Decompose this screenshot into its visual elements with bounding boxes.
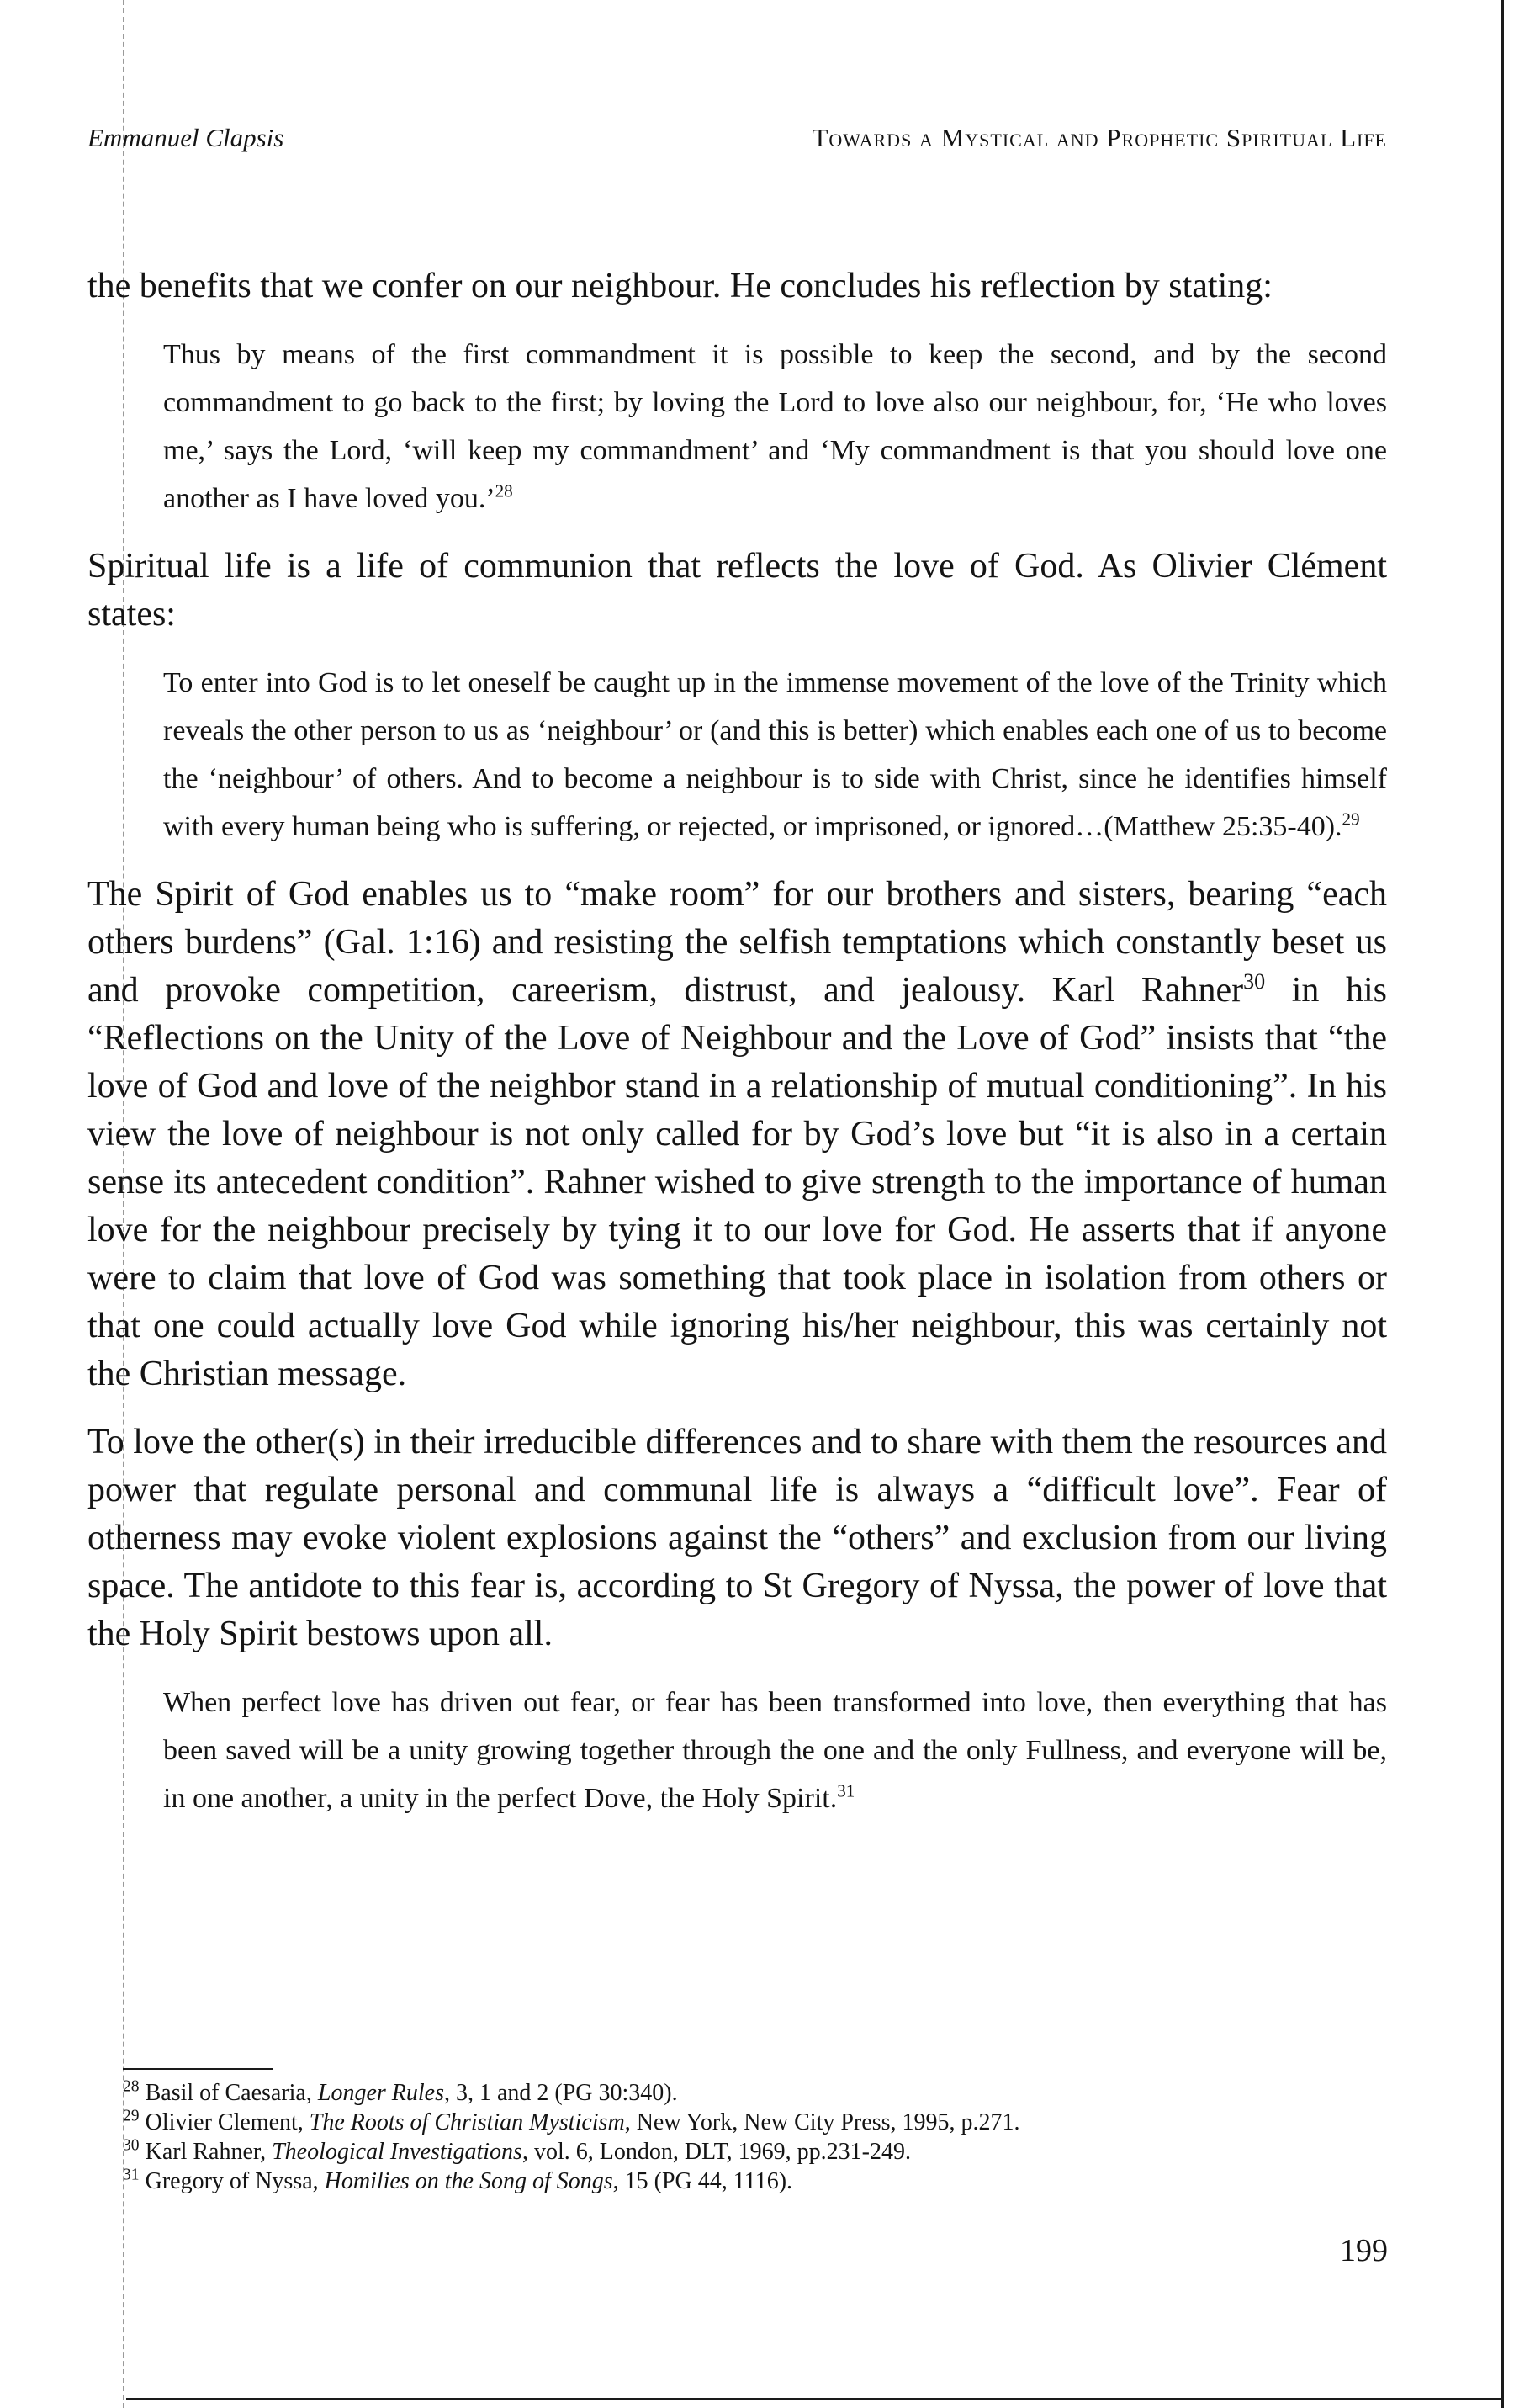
block-quote-2 [163,659,1387,851]
footnote-29 [123,2108,1384,2137]
footnote-ref-31: 31 [837,1780,855,1801]
footnote-ref-30: 30 [1243,969,1266,994]
page-edge-bottom [126,2398,1504,2400]
footnote-ref-29: 29 [1342,809,1360,830]
block-quote-1 [163,331,1387,522]
footnote-number: 29 [123,2107,140,2125]
footnote-title: Theological Investigations [272,2139,522,2165]
footnote-text: , vol. 6, London, DLT, 1969, pp.231-249. [521,2139,911,2165]
footnote-30 [123,2137,1384,2167]
footnote-text: Karl Rahner, [145,2139,273,2165]
header-author: Emmanuel Clapsis [87,123,284,152]
footnote-28 [123,2078,1384,2108]
page-edge-right [1501,0,1504,2408]
paragraph-3-part-2: in his “Reflections on the Unity of the Love of Neighbour and the Love of God” insists that “the love of God and love of the neighbor stand in a relationship of mutual conditioning”. In his view the love of neighbour is not only called for by God’s love but “it is also in a certain sense its antecedent condition”. Rahner wished to give strength to the importance of human love for the neighbour precisely by tying it to our love for God. He asserts that if anyone were to claim that love of God was something that took place in isolation from others or that one could actually love God while ignoring his/her neighbour, this was certainly not the Christian message. [87,971,1388,1393]
page-number: 199 [1340,2233,1388,2268]
footnote-31 [123,2167,1384,2196]
footnotes [123,2078,1384,2196]
footnote-text: Olivier Clement, [145,2109,310,2135]
header-running-title: Towards a Mystical and Prophetic Spiritual Life [812,123,1387,152]
footnote-text: Basil of Caesaria, [145,2080,318,2106]
block-quote-3 [163,1679,1387,1822]
footnote-number: 28 [123,2077,140,2096]
main-text [87,263,1387,1822]
paragraph-1: the benefits that we confer on our neighbour. He concludes his reflection by stating: [87,267,1273,305]
footnote-title: The Roots of Christian Mysticism [309,2109,625,2135]
footnote-text: Gregory of Nyssa, [145,2168,325,2194]
running-header [87,123,1387,156]
footnote-title: Longer Rules [317,2080,444,2106]
footnote-text: , 3, 1 and 2 (PG 30:340). [443,2080,678,2106]
block-quote-2-text: To enter into God is to let oneself be caught up in the immense movement of the love of the Trinity which reveals the other person to us as ‘neighbour’ or (and this is better) which enables each one of us to become the ‘neighbour’ of others. And to become a neighbour is to side with Christ, since he identifies himself with every human being who is suffering, or rejected, or imprisoned, or ignored…(Matthew 25:35-40). [163,667,1387,842]
paragraph-3 [87,871,1387,1398]
footnote-number: 30 [123,2136,140,2155]
block-quote-1-text: Thus by means of the first commandment it is possible to keep the second, and by the second commandment to go back to the first; by loving the Lord to love also our neighbour, for, ‘He who loves me,’ says the Lord, ‘will keep my commandment’ and ‘My commandment is that you should love one another as I have loved you.’ [163,339,1387,514]
footnote-number: 31 [123,2166,140,2184]
footnote-title: Homilies on the Song of Songs [324,2168,613,2194]
paragraph-3-part-1: The Spirit of God enables us to “make room” for our brothers and sisters, bearing “each others burdens” (Gal. 1:16) and resisting the selfish temptations which constantly beset us and provoke competition, careerism, distrust, and jealousy. Karl Rahner [87,875,1387,1010]
footnote-text: , 15 (PG 44, 1116). [612,2168,793,2194]
block-quote-3-text: When perfect love has driven out fear, or fear has been transformed into love, then everything that has been saved will be a unity growing together through the one and the only Fullness, and everyone will be, in one another, a unity in the perfect Dove, the Holy Spirit. [163,1687,1387,1814]
footnote-separator [123,2068,273,2070]
footnote-ref-28: 28 [495,480,513,501]
footnote-text: , New York, New City Press, 1995, p.271. [624,2109,1020,2135]
paragraph-4: To love the other(s) in their irreducible differences and to share with them the resources and power that regulate personal and communal life is always a “difficult love”. Fear of otherness may evoke violent explosions against the “others” and exclusion from our living space. The antidote to this fear is, according to St Gregory of Nyssa, the power of love that the Holy Spirit bestows upon all. [87,1423,1387,1653]
paragraph-2: Spiritual life is a life of communion that reflects the love of God. As Olivier Clément states: [87,547,1387,634]
